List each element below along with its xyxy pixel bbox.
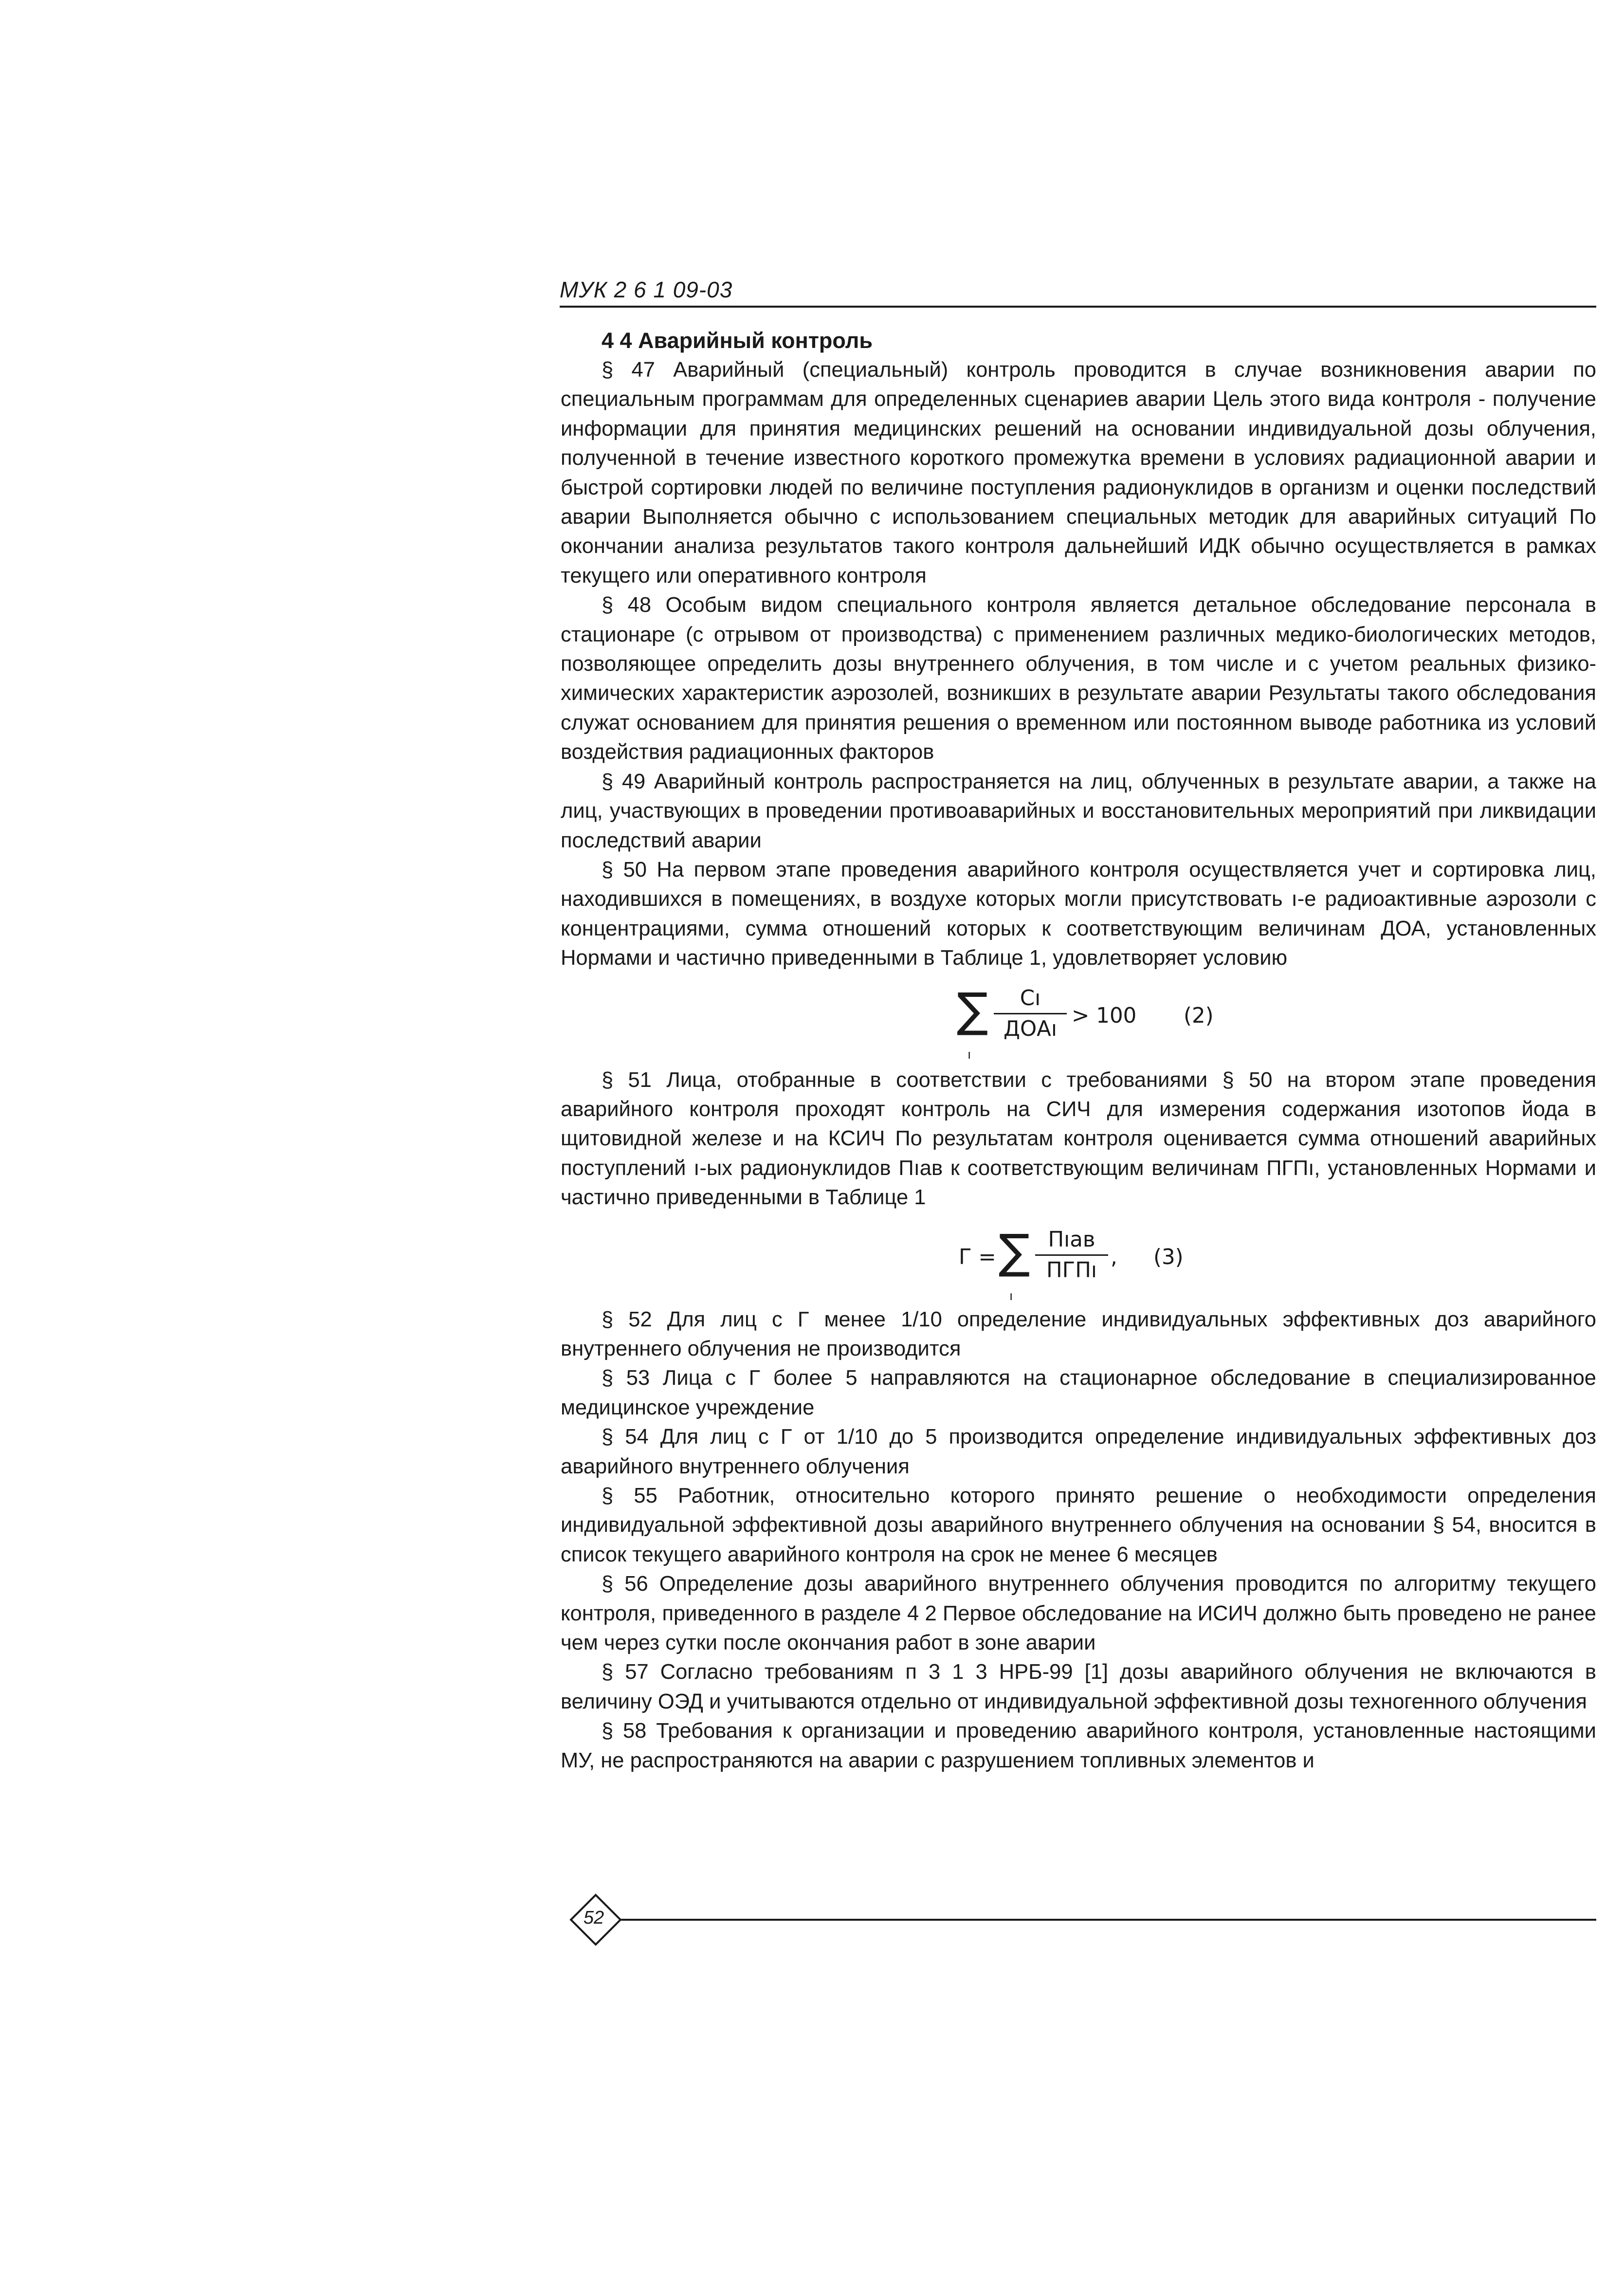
formula-3 bbox=[561, 1212, 1596, 1305]
paragraph-49: § 49 Аварийный контроль распространяется на лиц, облученных в результате аварии, а также на лиц, участвующих в проведении противоаварийных и восстановительных мероприятий при ликвидации последствий аварии bbox=[561, 770, 1596, 852]
paragraph-53: § 53 Лица с Г более 5 направляются на стационарное обследование в специализированное медицинское учреждение bbox=[561, 1366, 1596, 1419]
paragraph-51: § 51 Лица, отобранные в соответствии с требованиями § 50 на втором этапе проведения аварийного контроля проходят контроль на СИЧ для измерения содержания изотопов йода в щитовидной железе и на КСИЧ По результатам контроля оценивается сумма отношений аварийных поступлений ı-ых радионуклидов Пıав к соответствующим величинам ПГПı, установленных Нормами и частично приведенными в Таблице 1 bbox=[561, 1068, 1596, 1210]
paragraph-57: § 57 Согласно требованиям п 3 1 3 НРБ-99 [1] дозы аварийного облучения не включаются в величину ОЭД и учитываются отдельно от индивидуальной эффективной дозы техногенного облучения bbox=[561, 1660, 1596, 1713]
sum-index: ı bbox=[967, 1047, 971, 1062]
formula-2 bbox=[561, 973, 1596, 1065]
fraction-denominator: ПГПı bbox=[1046, 1258, 1097, 1283]
sum-symbol: ∑ bbox=[999, 1224, 1030, 1279]
sum-index: ı bbox=[1009, 1288, 1013, 1304]
footer-rule bbox=[620, 1919, 1596, 1921]
fraction-numerator: Cı bbox=[994, 984, 1067, 1014]
page-body bbox=[561, 326, 1596, 1775]
fraction bbox=[994, 984, 1067, 1044]
formula-lhs: Г = bbox=[959, 1245, 996, 1269]
paragraph-52: § 52 Для лиц с Г менее 1/10 определение индивидуальных эффективных доз аварийного внутреннего облучения не производится bbox=[561, 1307, 1596, 1360]
formula-number: (3) bbox=[1153, 1245, 1184, 1269]
fraction-denominator: ДОАı bbox=[1003, 1016, 1058, 1041]
formula-relation: > 100 bbox=[1072, 1003, 1137, 1028]
sum-symbol: ∑ bbox=[957, 982, 988, 1037]
paragraph-56: § 56 Определение дозы аварийного внутреннего облучения проводится по алгоритму текущего контроля, приведенного в разделе 4 2 Первое обследование на ИСИЧ должно быть проведено не ранее чем через сутки после окончания работ в зоне аварии bbox=[561, 1572, 1596, 1655]
fraction bbox=[1035, 1225, 1108, 1286]
running-header bbox=[560, 276, 1596, 308]
document-code: МУК 2 6 1 09-03 bbox=[560, 277, 733, 302]
fraction-numerator: Пıав bbox=[1035, 1225, 1108, 1256]
section-title: 4 4 Аварийный контроль bbox=[602, 328, 873, 353]
paragraph-54: § 54 Для лиц с Г от 1/10 до 5 производится определение индивидуальных эффективных доз аварийного внутреннего облучения bbox=[561, 1425, 1596, 1478]
formula-number: (2) bbox=[1184, 1003, 1214, 1028]
paragraph-47: § 47 Аварийный (специальный) контроль проводится в случае возникновения аварии по специальным программам для определенных сценариев аварии Цель этого вида контроля - получение информации для принятия медицинских решений на основании индивидуальной дозы облучения, полученной в течение известного короткого промежутка времени в условиях радиационной аварии и быстрой сортировки людей по величине поступления радионуклидов в организм и оценки последствий аварии Выполняется обычно с использованием специальных методик для аварийных ситуаций По окончании анализа результатов такого контроля дальнейший ИДК обычно осуществляется в рамках текущего или оперативного контроля bbox=[561, 358, 1596, 588]
formula-tail: , bbox=[1111, 1245, 1117, 1269]
paragraph-48: § 48 Особым видом специального контроля является детальное обследование персонала в стационаре (с отрывом от производства) с применением различных медико-биологических методов, позволяющее определить дозы внутреннего облучения, в том числе и с учетом реальных физико-химических характеристик аэрозолей, возникших в результате аварии Результаты такого обследования служат основанием для принятия решения о временном или постоянном выводе работника из условий воздействия радиационных факторов bbox=[561, 593, 1596, 764]
paragraph-58: § 58 Требования к организации и проведению аварийного контроля, установленные настоящими МУ, не распространяются на аварии с разрушением топливных элементов и bbox=[561, 1719, 1596, 1772]
paragraph-55: § 55 Работник, относительно которого принято решение о необходимости определения индивидуальной эффективной дозы аварийного внутреннего облучения на основании § 54, вносится в список текущего аварийного контроля на срок не менее 6 месяцев bbox=[561, 1484, 1596, 1566]
paragraph-50: § 50 На первом этапе проведения аварийного контроля осуществляется учет и сортировка лиц, находившихся в помещениях, в воздухе которых могли присутствовать ı-е радиоактивные аэрозоли с концентрациями, сумма отношений которых к соответствующим величинам ДОА, установленных Нормами и частично приведенными в Таблице 1, удовлетворяет условию bbox=[561, 858, 1596, 970]
page-number-badge bbox=[569, 1893, 618, 1942]
page-number: 52 bbox=[583, 1908, 604, 1928]
